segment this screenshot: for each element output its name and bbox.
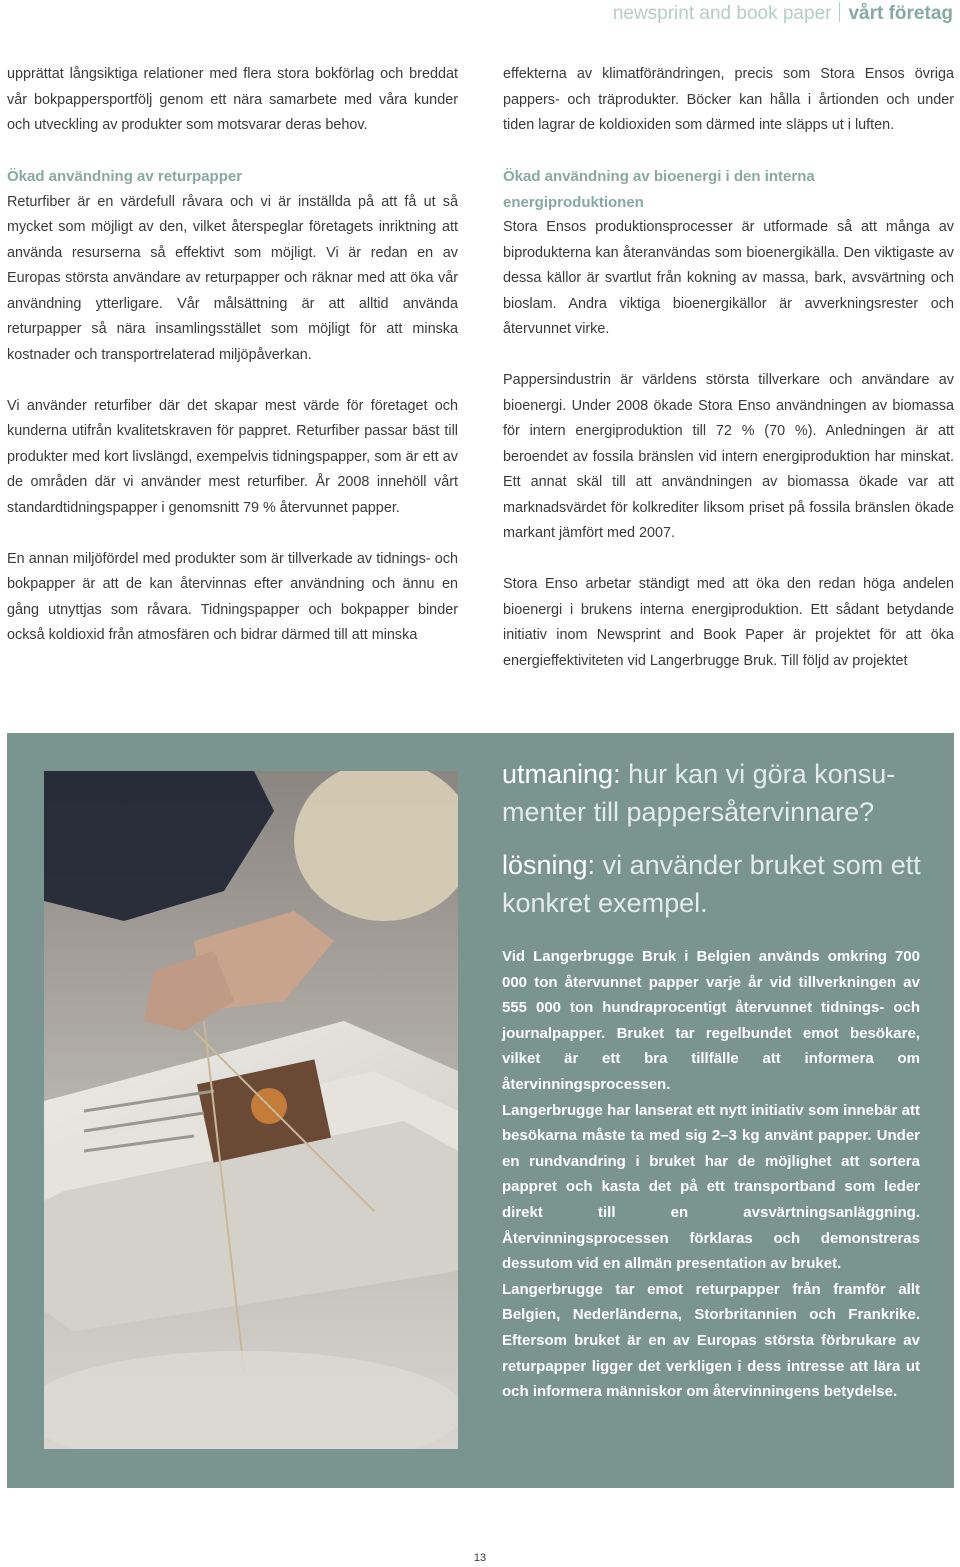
solution-label: lösning: xyxy=(502,850,596,880)
case-study-text xyxy=(502,944,920,1405)
newspaper-bundle-photo xyxy=(44,771,458,1449)
box-paragraph: Vid Langerbrugge Bruk i Belgien används omkring 700 000 ton återvunnet papper varje år vid tillverkningen av 555 000 ton hundraprocentigt återvunnet tidnings- och journalpapper. Bruket tar regelbundet emot besökare, vilket är ett bra tillfälle att informera om återvinningsprocessen. xyxy=(502,948,920,1093)
page-header xyxy=(613,0,953,28)
paragraph: effekterna av klimatförändringen, precis som Stora Ensos övriga pappers- och träprodukter. Böcker kan hålla i årtionden och under tiden lagrar de koldioxiden som därmed inte släpps ut i luften. xyxy=(503,66,954,133)
right-column xyxy=(503,62,954,700)
paragraph: Stora Ensos produktionsprocesser är utformade så att många av biprodukterna kan återanvändas som bioenergikälla. Den viktigaste av dessa källor är svartlut från kokning av massa, bark, avsvärtning och bioslam. Andra viktiga bioenergikällor är avverkningsrester och återvunnet virke. xyxy=(503,219,954,337)
solution-text: vi använder bruket som ett konkret exempel. xyxy=(502,850,921,918)
photo-illustration xyxy=(44,771,458,1449)
paragraph: Returfiber är en värdefull råvara och vi är inställda på att få ut så mycket som möjligt av den, vilket återspeglar företagets inriktning att använda resurserna så effektivt som möjligt. Vi är redan en av Europas största användare av returpapper och räknar med att öka vår användning ytterligare. Vår målsättning är att alltid använda returpapper så nära insamlingsstället som möjligt för att minska kostnader och transportrelaterad miljöpåverkan. xyxy=(7,193,458,363)
section-heading: Ökad användning av returpapper xyxy=(7,168,243,185)
header-company: vårt företag xyxy=(848,3,953,24)
paragraph: En annan miljöfördel med produkter som är tillverkade av tidnings- och bokpapper är att de kan återvinnas efter användning och ännu en gång utnyttjas som råvara. Tidningspapper och bokpapper binder också koldioxid från atmosfären och bidrar därmed till att minska xyxy=(7,550,458,643)
paragraph: Pappersindustrin är världens största tillverkare och användare av bioenergi. Under 2008 ökade Stora Enso användningen av biomassa för intern energiproduktion till 72 % (70 %). Anledningen är att beroendet av fossila bränslen vid intern energiproduktion har minskat. Ett annat skäl till att användningen av biomassa ökade var att marknadsvärdet för kolkrediter liksom priset på fossila bränslen ökade markant jämfört med 2007. xyxy=(503,372,954,541)
paragraph: upprättat långsiktiga relationer med flera stora bokförlag och breddat vår bokpappersportfölj genom ett nära samarbete med våra kunder och utveckling av produkter som motsvarar deras behov. xyxy=(7,66,458,133)
challenge-text: hur kan vi göra konsu-menter till pappersåtervinnare? xyxy=(502,759,896,827)
section-heading: Ökad användning av bioenergi i den interna energiproduktionen xyxy=(503,168,815,211)
box-paragraph: Langerbrugge har lanserat ett nytt initiativ som innebär att besökarna måste ta med sig 2–3 kg använt papper. Under en rundvandring i bruket har de möjlighet att sortera pappret och kasta det på ett transportband som leder direkt till en avsvärtningsanläggning. Återvinningsprocessen förklaras och demonstreras dessutom vid en allmän presentation av bruket. xyxy=(502,1101,920,1273)
challenge-label: utmaning: xyxy=(502,759,621,789)
header-divider xyxy=(839,2,840,22)
page-number: 13 xyxy=(473,1552,487,1564)
case-study-box xyxy=(7,733,954,1488)
left-column xyxy=(7,62,458,674)
paragraph: Vi använder returfiber där det skapar mest värde för företaget och kunderna utifrån kvalitetskraven för pappret. Returfiber passar bäst till produkter med kort livslängd, exempelvis tidningspapper, som är ett av de områden där vi använder mest returfiber. År 2008 innehöll vårt standardtidningspapper i genomsnitt 79 % återvunnet papper. xyxy=(7,397,458,516)
challenge-heading xyxy=(502,755,932,831)
solution-heading xyxy=(502,846,932,922)
box-paragraph: Langerbrugge tar emot returpapper från framför allt Belgien, Nederländerna, Storbritannien och Frankrike. Eftersom bruket är en av Europas största förbrukare av returpapper ligger det verkligen i dess intresse att lära ut och informera människor om återvinningens betydelse. xyxy=(502,1280,920,1401)
header-section: newsprint and book paper xyxy=(612,3,832,24)
paragraph: Stora Enso arbetar ständigt med att öka den redan höga andelen bioenergi i brukens interna energiproduktion. Ett sådant betydande initiativ inom Newsprint and Book Paper är projektet för att öka energieffektiviteten vid Langerbrugge Bruk. Till följd av projektet xyxy=(503,576,954,669)
